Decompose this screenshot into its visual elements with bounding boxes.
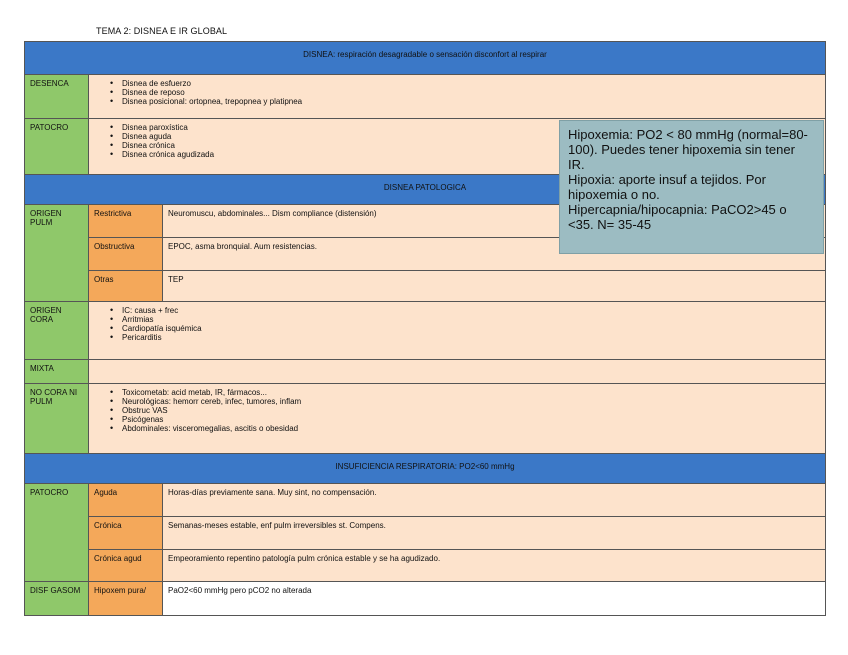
list-item: • Psicógenas bbox=[122, 415, 820, 424]
row-label-patocro-ir: PATOCRO bbox=[25, 484, 89, 582]
list-item: • Disnea crónica agudizada bbox=[122, 150, 820, 159]
list-item: • Toxicometab: acid metab, IR, fármacos... bbox=[122, 388, 820, 397]
desc-cell: Empeoramiento repentino patología pulm crónica estable y se ha agudizado. bbox=[163, 550, 826, 582]
section-header-insuficiencia: INSUFICIENCIA RESPIRATORIA: PO2<60 mmHg bbox=[25, 454, 826, 484]
type-cell: Obstructiva bbox=[89, 238, 163, 271]
list-item: • Disnea de esfuerzo bbox=[122, 79, 820, 88]
note-line: Hipoxia: aporte insuf a tejidos. Por hipoxemia o no. bbox=[568, 172, 766, 202]
desc-cell: EPOC, asma bronquial. Aum resistencias. bbox=[163, 238, 826, 271]
section-header-disnea: DISNEA: respiración desagradable o sensación disconfort al respirar bbox=[25, 42, 826, 75]
type-cell: Otras bbox=[89, 271, 163, 302]
no-cora-content bbox=[89, 384, 826, 454]
list-item: • Disnea aguda bbox=[122, 132, 820, 141]
note-line: Hipercapnia/hipocapnia: PaCO2>45 o <35. N= 35-45 bbox=[568, 202, 787, 232]
note-line: Hipoxemia: PO2 < 80 mmHg (normal=80-100). Puedes tener hipoxemia sin tener IR. bbox=[568, 127, 808, 172]
list-item: • Cardiopatía isquémica bbox=[122, 324, 820, 333]
list-item: • Abdominales: visceromegalias, ascitis o obesidad bbox=[122, 424, 820, 433]
list-item: • Neurológicas: hemorr cereb, infec, tumores, inflam bbox=[122, 397, 820, 406]
list-item: • Disnea paroxística bbox=[122, 123, 820, 132]
desenca-content bbox=[89, 75, 826, 119]
type-cell: Restrictiva bbox=[89, 205, 163, 238]
row-label-origen-pulm: ORIGEN PULM bbox=[25, 205, 89, 302]
list-item: • Disnea de reposo bbox=[122, 88, 820, 97]
list-item: • Disnea crónica bbox=[122, 141, 820, 150]
sticky-note bbox=[559, 120, 824, 254]
list-item: • Pericarditis bbox=[122, 333, 820, 342]
row-label-mixta: MIXTA bbox=[25, 360, 89, 384]
type-cell: Crónica bbox=[89, 517, 163, 550]
row-label-origen-cora: ORIGEN CORA bbox=[25, 302, 89, 360]
document-title: TEMA 2: DISNEA E IR GLOBAL bbox=[96, 26, 228, 36]
list-item: • Disnea posicional: ortopnea, trepopnea y platipnea bbox=[122, 97, 820, 106]
type-cell: Crónica agud bbox=[89, 550, 163, 582]
origen-cora-content bbox=[89, 302, 826, 360]
desc-cell: PaO2<60 mmHg pero pCO2 no alterada bbox=[163, 582, 826, 616]
desc-cell: TEP bbox=[163, 271, 826, 302]
type-cell: Aguda bbox=[89, 484, 163, 517]
desc-cell: Neuromuscu, abdominales... Dism compliance (distensión) bbox=[163, 205, 826, 238]
row-label-patocro: PATOCRO bbox=[25, 119, 89, 175]
type-cell: Hipoxem pura/ bbox=[89, 582, 163, 616]
mixta-content bbox=[89, 360, 826, 384]
list-item: • IC: causa + frec bbox=[122, 306, 820, 315]
desc-cell: Horas-días previamente sana. Muy sint, no compensación. bbox=[163, 484, 826, 517]
row-label-disf-gasom: DISF GASOM bbox=[25, 582, 89, 616]
desc-cell: Semanas-meses estable, enf pulm irreversibles st. Compens. bbox=[163, 517, 826, 550]
list-item: • Obstruc VAS bbox=[122, 406, 820, 415]
row-label-desenca: DESENCA bbox=[25, 75, 89, 119]
row-label-no-cora: NO CORA NI PULM bbox=[25, 384, 89, 454]
list-item: • Arritmias bbox=[122, 315, 820, 324]
section-header-disnea-patologica: DISNEA PATOLOGICA bbox=[25, 175, 826, 205]
